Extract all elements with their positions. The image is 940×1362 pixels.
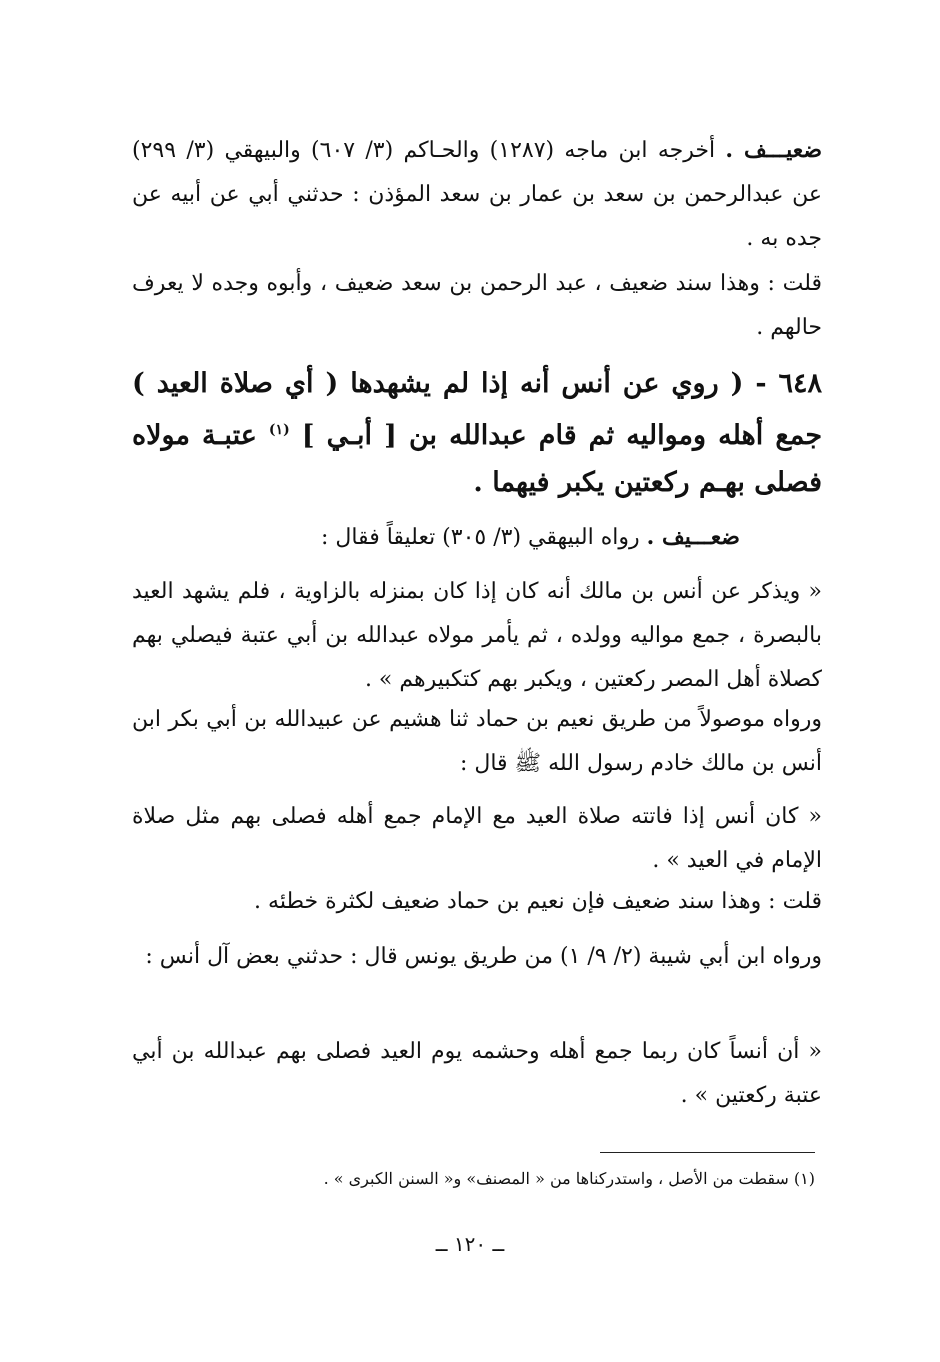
footnote: (١) سقطت من الأصل ، واستدركناها من « المصنف» و« السنن الكبرى » . [323,1169,815,1188]
quote-anas: « كان أنس إذا فاتته صلاة العيد مع الإمام جمع أهله فصلى بهم مثل صلاة الإمام في العيد » . [132,804,822,873]
paragraph-mawsul: ورواه موصولاً من طريق نعيم بن حماد ثنا هشيم عن عبيدالله بن أبي بكر ابن أنس بن مالك خادم رسول الله ﷺ قال : [132,707,822,776]
hadith-text: ٦٤٨ - ( روي عن أنس أنه إذا لم يشهدها ( أي صلاة العيد ) جمع أهله ومواليه ثم قام عبدالله بن [ أبـي ] [132,368,823,451]
paragraph-text: رواه البيهقي (٣/ ٣٠٥) تعليقاً فقال : [320,525,647,550]
paragraph-comment-2: قلت : وهذا سند ضعيف فإن نعيم بن حماد ضعيف لكثرة خطئه . [254,889,822,914]
hadith-648 [132,360,822,506]
grade-label: ضعـــيف . [646,524,740,550]
footnote-ref: (١) [268,422,290,438]
paragraph-text: أخرجه ابن ماجه (١٢٨٧) والحـاكم (٣/ ٦٠٧) والبيهقي (٣/ ٢٩٩) عن عبدالرحمن بن سعد بن عمار بن سعد المؤذن : حدثني أبي عن أبيه عن جده به . [132,138,822,251]
hadith-text-end: عتبـة مولاه فصلى بهـم ركعتين يكبر فيهما . [132,420,822,498]
quote-bayhaqi: « ويذكر عن أنس بن مالك أنه كان إذا كان بمنزله بالزاوية ، فلم يشهد العيد بالبصرة ، جمع مواليه وولده ، ثم يأمر مولاه عبدالله بن أبي عتبة فيصلي بهم كصلاة أهل المصر ركعتين ، ويكبر بهم كتكبيرهم » . [132,579,822,692]
paragraph-takhrij-1 [132,128,822,261]
paragraph-comment-1: قلت : وهذا سند ضعيف ، عبد الرحمن بن سعد ضعيف ، وأبوه وجده لا يعرف حالهم . [132,271,822,340]
paragraph-ibn-abi-shayba: ورواه ابن أبي شيبة (٢/ ٩/ ١) من طريق يونس قال : حدثني بعض آل أنس : [145,944,822,969]
grade-label: ضعيـــف . [725,137,823,163]
footnote-divider [600,1152,815,1153]
quote-anas-2: « أن أنساً كان ربما جمع أهله وحشمه يوم العيد فصلى بهم عبدالله بن أبي عتبة ركعتين » . [132,1039,822,1108]
page-number: ــ ١٢٠ ــ [435,1232,505,1256]
paragraph-takhrij-2 [132,515,740,560]
